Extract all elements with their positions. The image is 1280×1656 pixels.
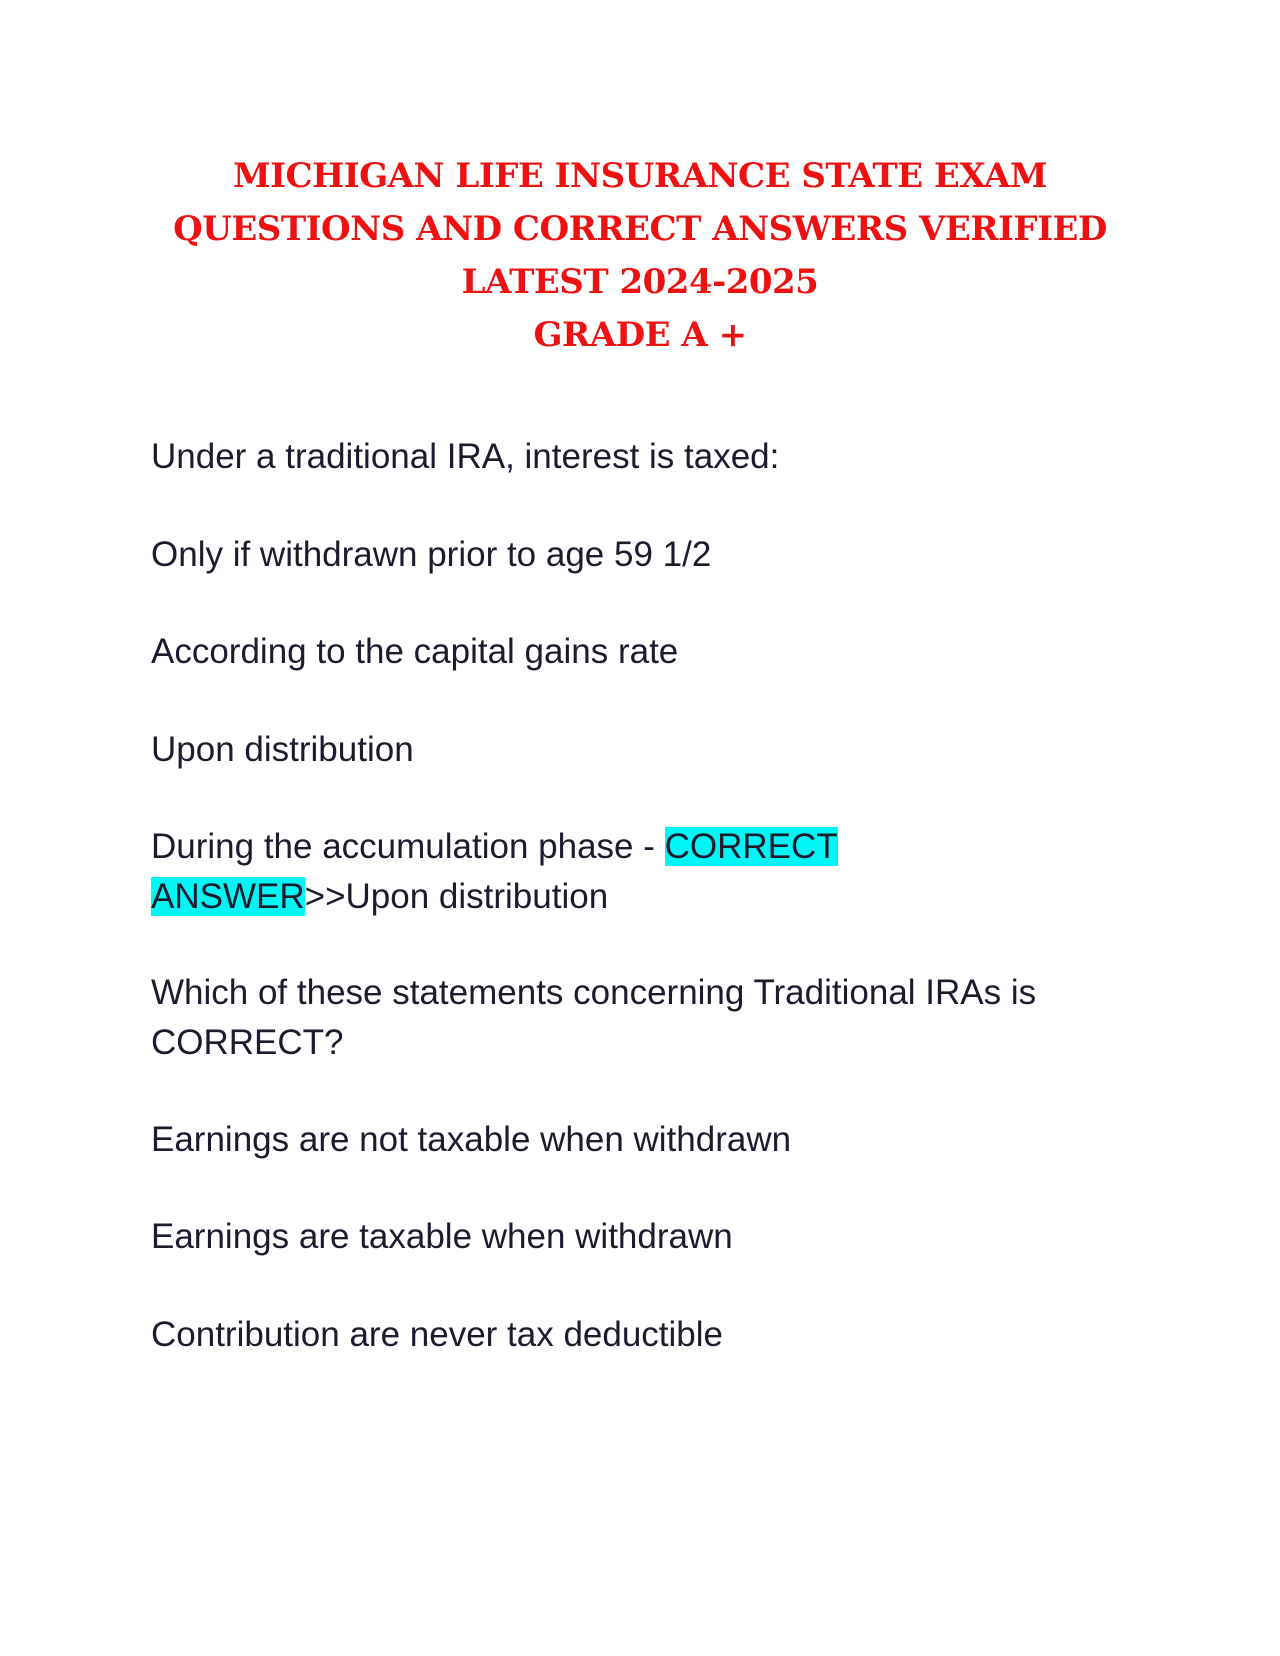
question-1-option-2: According to the capital gains rate [151, 632, 679, 671]
question-1-answer: >>Upon distribution [304, 877, 609, 916]
question-1-option-3: Upon distribution [151, 730, 414, 769]
title-line-2: QUESTIONS AND CORRECT ANSWERS VERIFIED [173, 209, 1107, 249]
title-line-4: GRADE A + [533, 315, 747, 355]
question-1-text: Under a traditional IRA, interest is taxed: [151, 437, 780, 476]
title-line-3: LATEST 2024-2025 [461, 262, 819, 302]
question-2-text: Which of these statements concerning Traditional IRAs is CORRECT? [151, 973, 1037, 1062]
question-1-option-1: Only if withdrawn prior to age 59 1/2 [151, 535, 712, 574]
correct-answer-highlight-1: CORRECT [664, 827, 838, 866]
document-title [0, 150, 1280, 362]
question-1-option-4: During the accumulation phase - [151, 827, 665, 866]
question-2-option-2: Earnings are taxable when withdrawn [151, 1217, 733, 1256]
title-line-1: MICHIGAN LIFE INSURANCE STATE EXAM [232, 156, 1048, 196]
question-2-option-3: Contribution are never tax deductible [151, 1315, 724, 1354]
correct-answer-highlight-2: ANSWER [151, 877, 305, 916]
question-2-option-1: Earnings are not taxable when withdrawn [151, 1120, 792, 1159]
question-1-option-4-with-answer [151, 822, 1131, 922]
